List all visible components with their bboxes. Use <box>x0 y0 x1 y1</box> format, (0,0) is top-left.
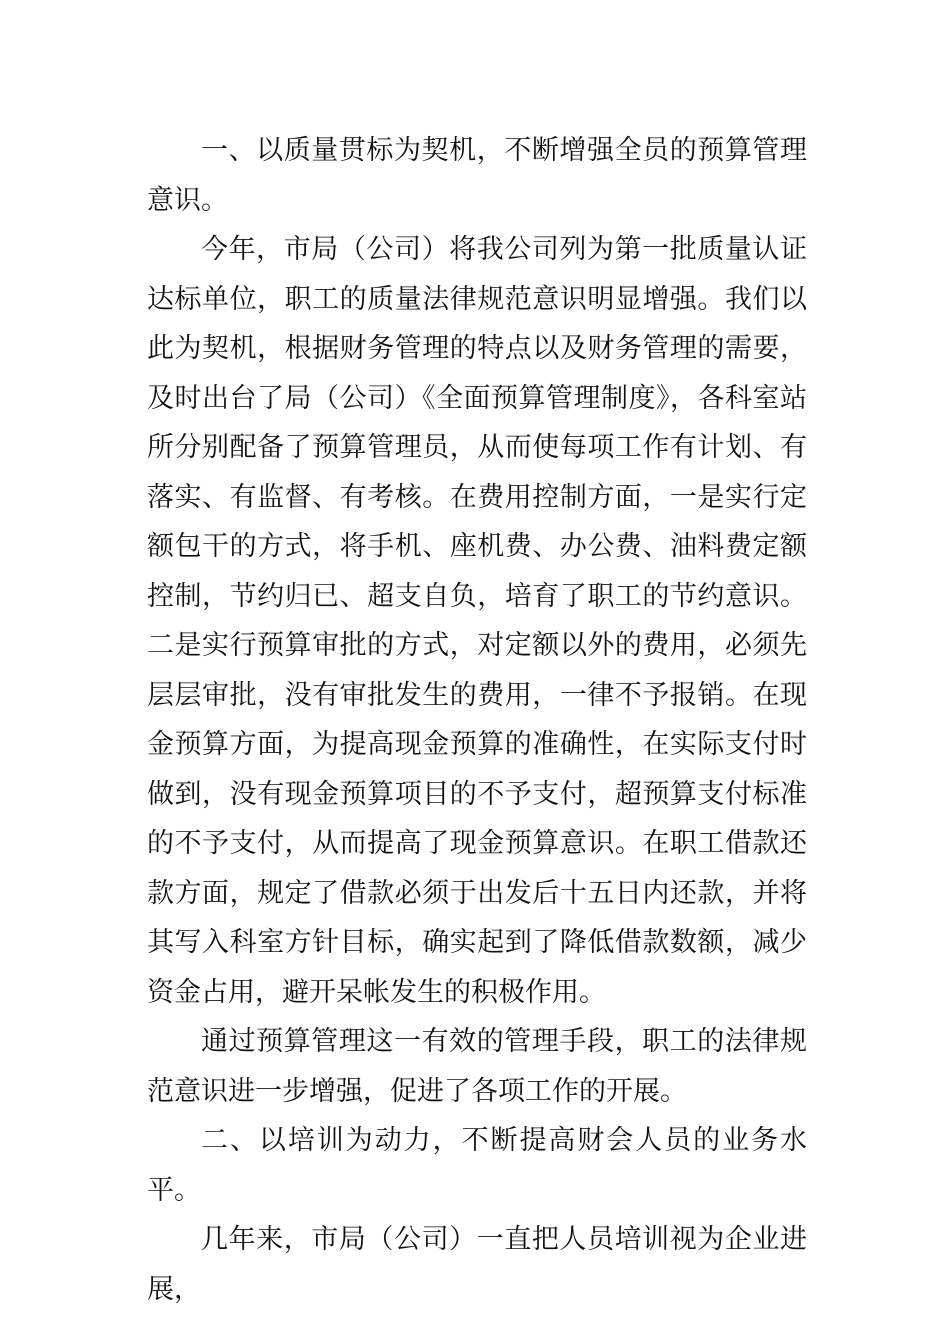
section-heading-2: 二、以培训为动力，不断提高财会人员的业务水平。 <box>147 1125 807 1206</box>
body-paragraph-3: 几年来，市局（公司）一直把人员培训视为企业进展， <box>147 1224 807 1305</box>
body-paragraph-2: 通过预算管理这一有效的管理手段，职工的法律规范意识进一步增强，促进了各项工作的开展。 <box>147 1026 807 1107</box>
document-body <box>147 126 807 1314</box>
body-paragraph-1: 今年，市局（公司）将我公司列为第一批质量认证达标单位，职工的质量法律规范意识明显增强。我们以此为契机，根据财务管理的特点以及财务管理的需要，及时出台了局（公司）《全面预算管理制度》，各科室站所分别配备了预算管理员，从而使每项工作有计划、有落实、有监督、有考核。在费用控制方面，一是实行定额包干的方式，将手机、座机费、办公费、油料费定额控制，节约归已、超支自负，培育了职工的节约意识。二是实行预算审批的方式，对定额以外的费用，必须先层层审批，没有审批发生的费用，一律不予报销。在现金预算方面，为提高现金预算的准确性，在实际支付时做到，没有现金预算项目的不予支付，超预算支付标准的不予支付，从而提高了现金预算意识。在职工借款还款方面，规定了借款必须于出发后十五日内还款，并将其写入科室方针目标，确实起到了降低借款数额，减少资金占用，避开呆帐发生的积极作用。 <box>147 234 807 1008</box>
section-heading-1: 一、以质量贯标为契机，不断增强全员的预算管理意识。 <box>147 135 807 216</box>
